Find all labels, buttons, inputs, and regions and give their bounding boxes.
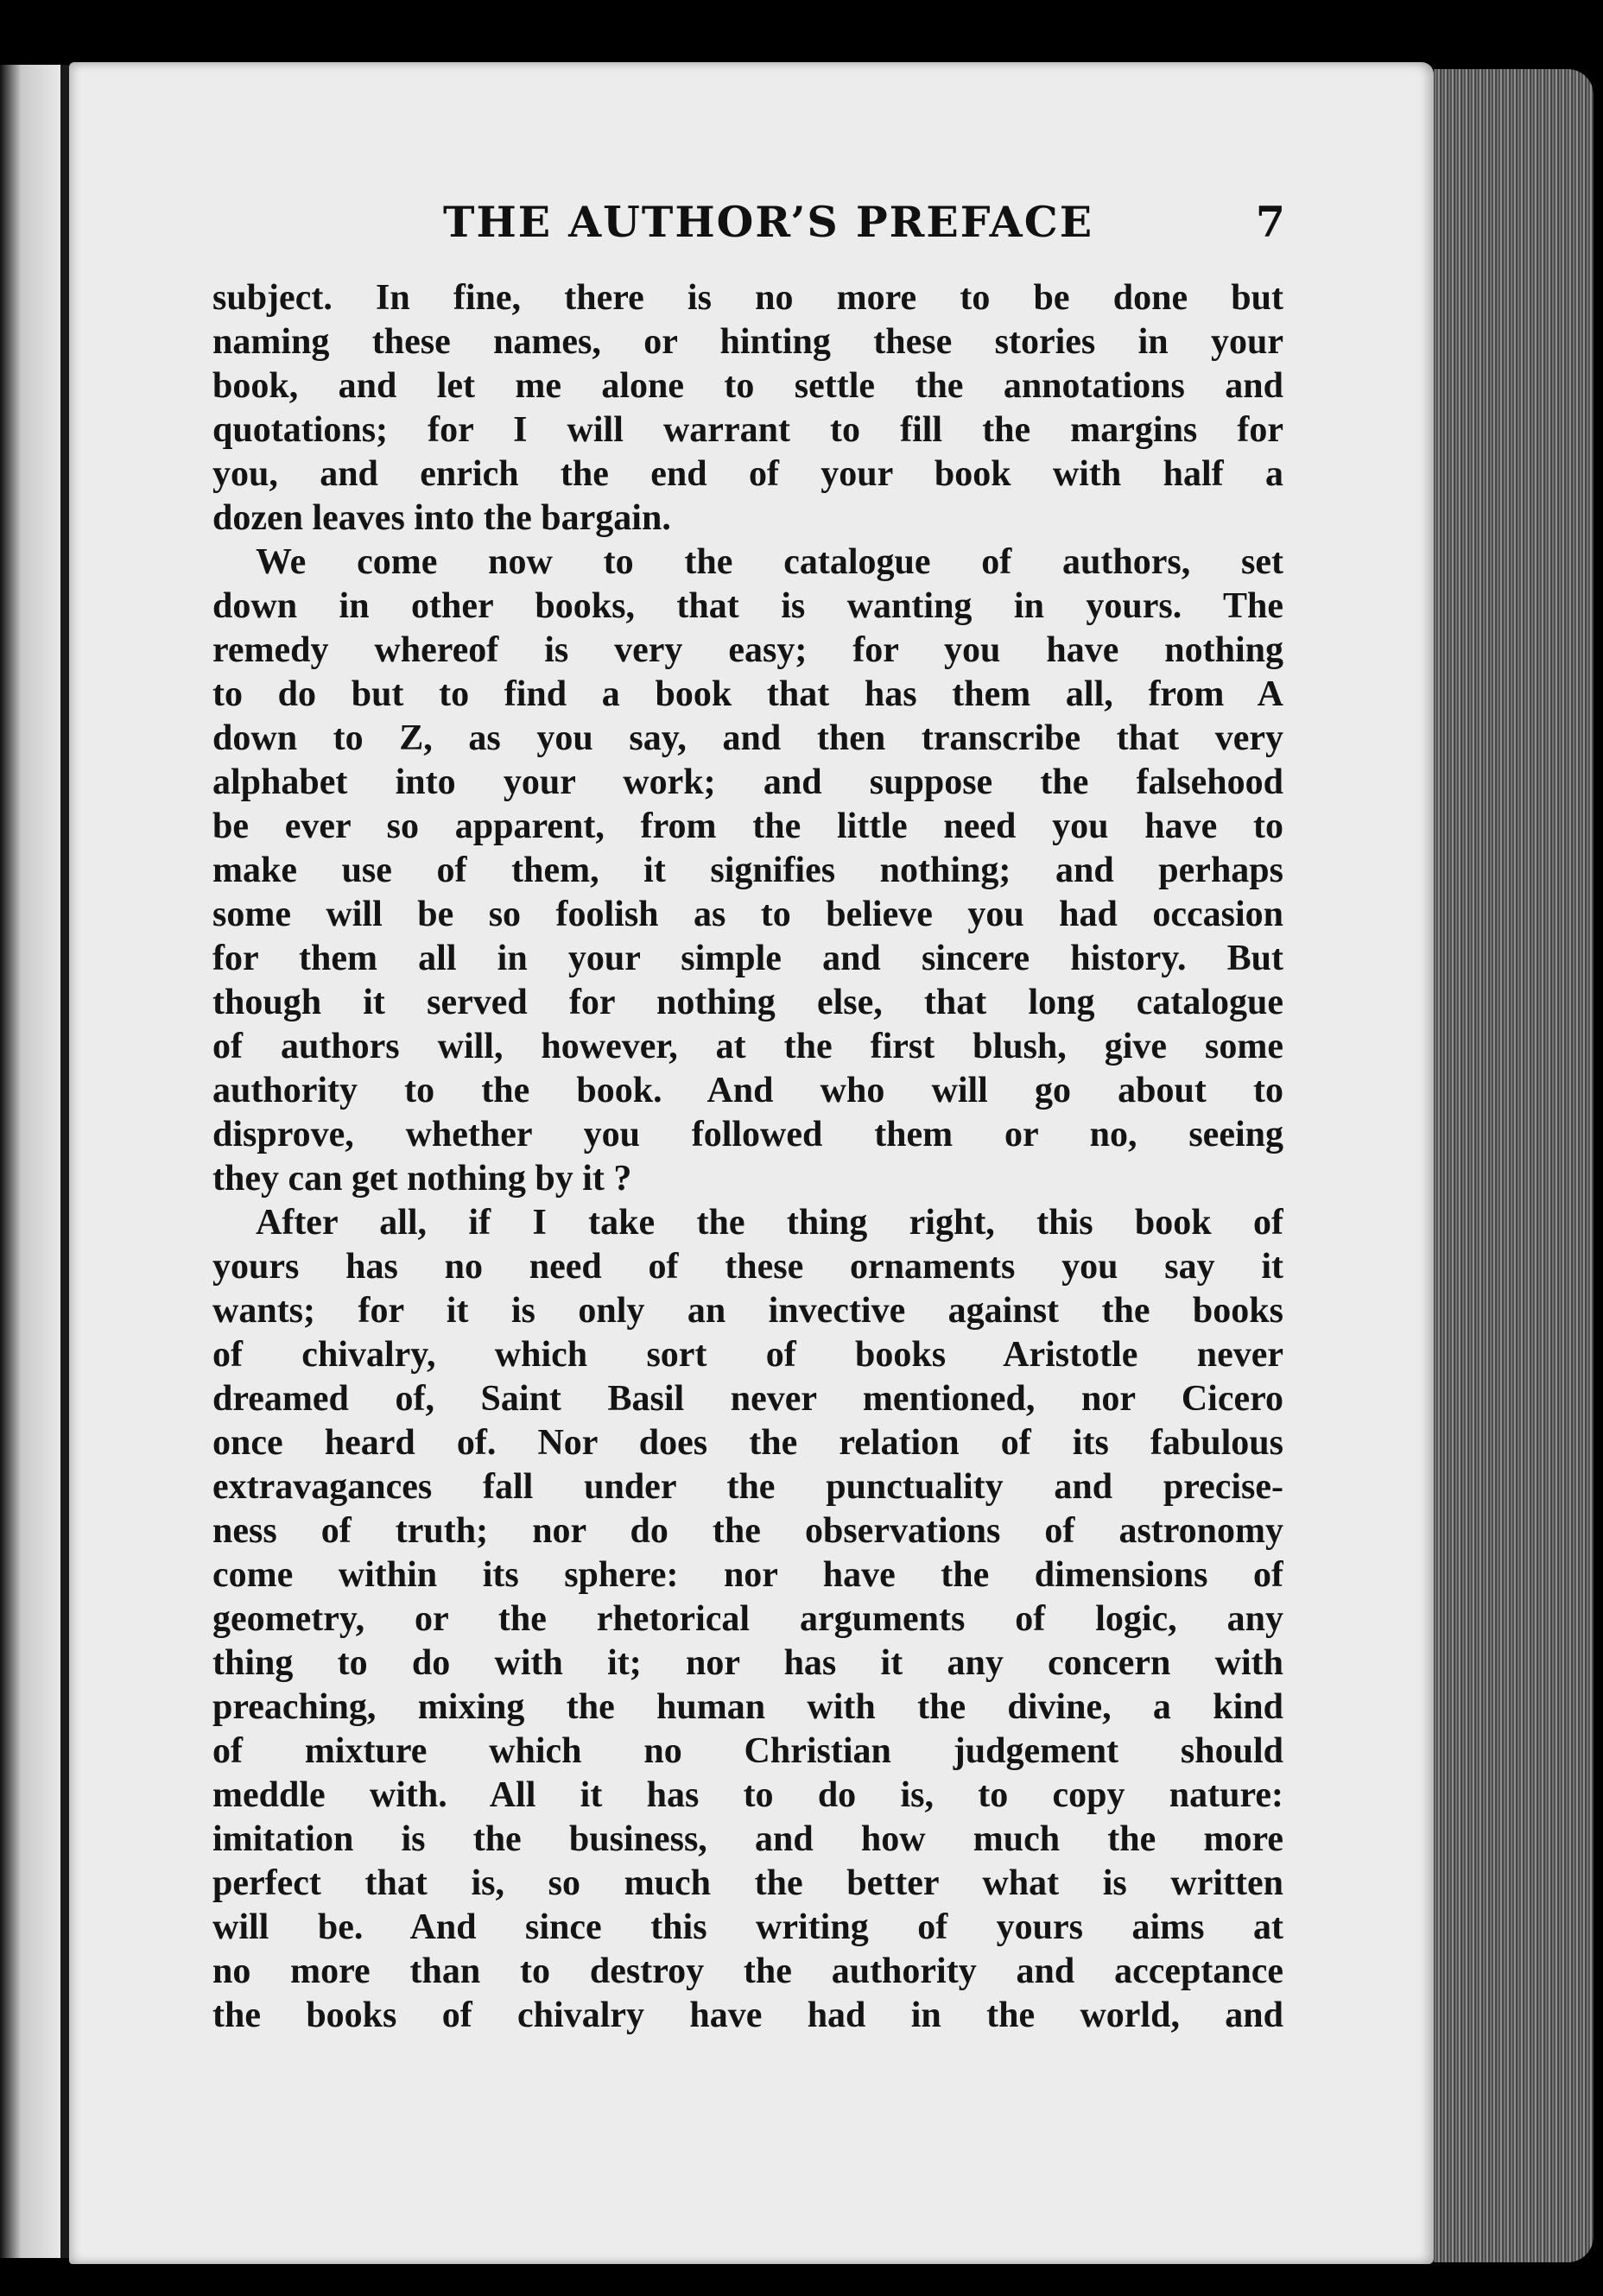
text-line: of mixture which no Christian judgement should (212, 1731, 1283, 1771)
text-line: meddle with. All it has to do is, to copy nature: (212, 1775, 1283, 1815)
text-line: book, and let me alone to settle the annotations and (212, 366, 1283, 406)
previous-page-edge (0, 65, 60, 2258)
text-line: once heard of. Nor does the relation of its fabulous (212, 1423, 1283, 1463)
text-line: naming these names, or hinting these stories in your (212, 322, 1283, 362)
running-head: THE AUTHOR’S PREFACE (443, 197, 1094, 247)
text-line: subject. In fine, there is no more to be done but (212, 278, 1283, 318)
text-line: After all, if I take the thing right, this book of (256, 1203, 1283, 1243)
text-line: wants; for it is only an invective against the books (212, 1291, 1283, 1331)
text-line: down in other books, that is wanting in yours. The (212, 586, 1283, 626)
text-line: make use of them, it signifies nothing; and perhaps (212, 851, 1283, 890)
text-line: will be. And since this writing of yours aims at (212, 1907, 1283, 1947)
text-line: thing to do with it; nor has it any concern with (212, 1643, 1283, 1683)
text-line: no more than to destroy the authority and acceptance (212, 1951, 1283, 1991)
text-line: geometry, or the rhetorical arguments of logic, any (212, 1599, 1283, 1639)
text-line: for them all in your simple and sincere history. But (212, 939, 1283, 978)
text-line: to do but to find a book that has them all, from A (212, 674, 1283, 714)
text-line: authority to the book. And who will go about to (212, 1071, 1283, 1110)
text-line: of chivalry, which sort of books Aristotle never (212, 1335, 1283, 1375)
text-line: some will be so foolish as to believe you had occasion (212, 895, 1283, 934)
text-line: We come now to the catalogue of authors, set (256, 542, 1283, 582)
text-line: down to Z, as you say, and then transcribe that very (212, 718, 1283, 758)
text-line: dozen leaves into the bargain. (212, 498, 671, 538)
text-line: imitation is the business, and how much the more (212, 1819, 1283, 1859)
text-line: perfect that is, so much the better what is written (212, 1863, 1283, 1903)
text-line: you, and enrich the end of your book with half a (212, 454, 1283, 494)
text-line: remedy whereof is very easy; for you have nothing (212, 630, 1283, 670)
page-number: 7 (1255, 197, 1285, 247)
text-line: dreamed of, Saint Basil never mentioned, nor Cicero (212, 1379, 1283, 1419)
book-gutter (60, 65, 69, 2258)
text-line: quotations; for I will warrant to fill the margins for (212, 410, 1283, 450)
text-line: of authors will, however, at the first blush, give some (212, 1027, 1283, 1066)
text-line: extravagances fall under the punctuality and precise- (212, 1467, 1283, 1507)
page-block-edges (1434, 69, 1593, 2262)
text-line: yours has no need of these ornaments you say it (212, 1247, 1283, 1287)
text-line: ness of truth; nor do the observations of astronomy (212, 1511, 1283, 1551)
text-line: preaching, mixing the human with the divine, a kind (212, 1687, 1283, 1727)
text-line: though it served for nothing else, that long catalogue (212, 983, 1283, 1022)
body-text (212, 276, 1283, 2038)
text-line: be ever so apparent, from the little need you have to (212, 806, 1283, 846)
text-line: the books of chivalry have had in the world, and (212, 1996, 1283, 2035)
text-line: alphabet into your work; and suppose the falsehood (212, 762, 1283, 802)
text-line: they can get nothing by it ? (212, 1159, 632, 1199)
page-header (214, 197, 1285, 266)
text-line: come within its sphere: nor have the dimensions of (212, 1555, 1283, 1595)
text-line: disprove, whether you followed them or no, seeing (212, 1115, 1283, 1154)
